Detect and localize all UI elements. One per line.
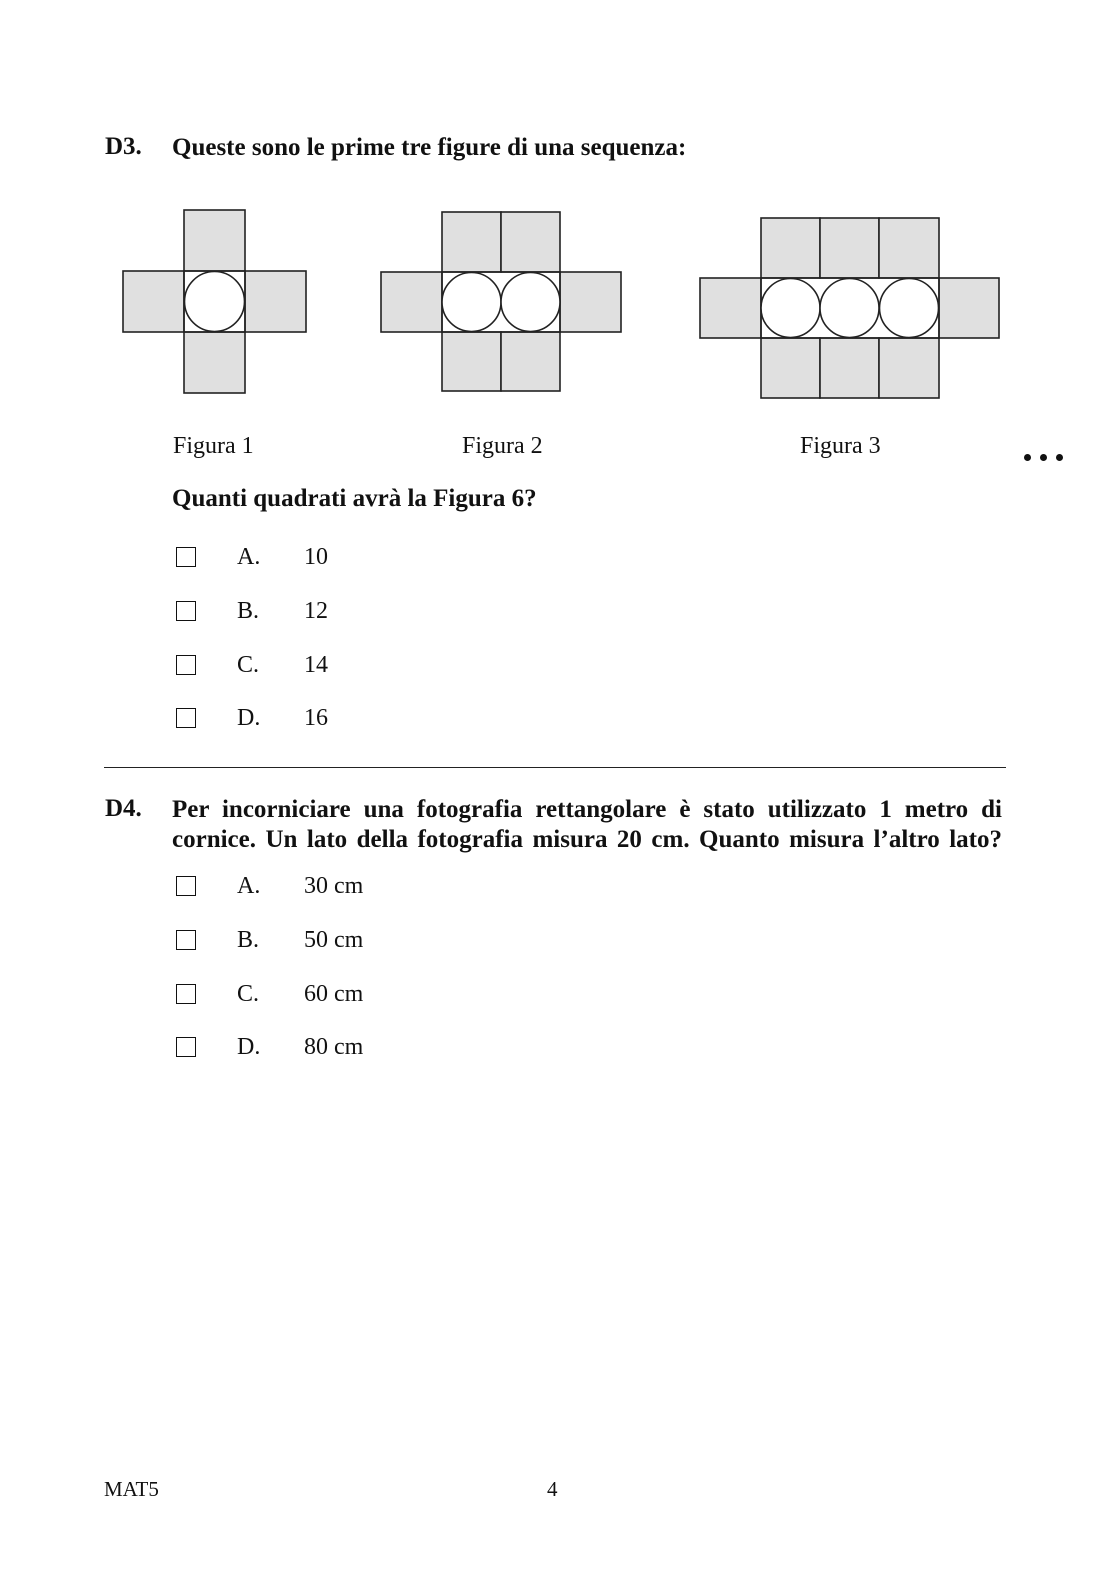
figure-square bbox=[879, 218, 939, 278]
figure-circle bbox=[880, 279, 939, 338]
answer-checkbox[interactable] bbox=[176, 601, 196, 621]
figure-square bbox=[184, 210, 245, 271]
option-letter: C. bbox=[237, 652, 260, 678]
figure-square bbox=[442, 212, 501, 272]
option-value: 12 bbox=[304, 598, 328, 624]
figure-square bbox=[700, 278, 761, 338]
question-number-d4: D4. bbox=[105, 795, 142, 822]
question-number-d3: D3. bbox=[105, 133, 142, 160]
option-value: 60 cm bbox=[304, 981, 364, 1007]
sequence-figure-2 bbox=[380, 211, 622, 392]
sequence-figure-1 bbox=[122, 209, 308, 394]
option-letter: D. bbox=[237, 705, 261, 731]
option-value: 50 cm bbox=[304, 927, 364, 953]
figure-square bbox=[820, 218, 879, 278]
sequence-figure-3 bbox=[699, 217, 1001, 399]
figure-circle bbox=[442, 273, 501, 332]
figure-circle bbox=[761, 279, 820, 338]
figure-3-caption: Figura 3 bbox=[800, 433, 881, 459]
answer-checkbox[interactable] bbox=[176, 930, 196, 950]
figure-square bbox=[939, 278, 999, 338]
option-letter: B. bbox=[237, 927, 260, 953]
figure-square bbox=[442, 332, 501, 391]
footer-page-number: 4 bbox=[547, 1477, 558, 1501]
figure-square bbox=[123, 271, 184, 332]
answer-checkbox[interactable] bbox=[176, 655, 196, 675]
question-prompt-d3: Queste sono le prime tre figure di una sequenza: bbox=[172, 134, 687, 161]
option-value: 10 bbox=[304, 544, 328, 570]
figure-square bbox=[560, 272, 621, 332]
footer-test-code: MAT5 bbox=[104, 1477, 159, 1501]
figure-square bbox=[879, 338, 939, 398]
question-prompt-d4-line2: cornice. Un lato della fotografia misura 20 cm. Quanto misura l’altro lato? bbox=[172, 826, 1002, 853]
figure-1-caption: Figura 1 bbox=[173, 433, 254, 459]
figure-square bbox=[184, 332, 245, 393]
section-divider bbox=[104, 767, 1006, 768]
figure-square bbox=[501, 332, 560, 391]
figure-square bbox=[761, 338, 820, 398]
option-letter: A. bbox=[237, 544, 261, 570]
figure-square bbox=[381, 272, 442, 332]
figure-square bbox=[761, 218, 820, 278]
option-letter: D. bbox=[237, 1034, 261, 1060]
figure-circle bbox=[185, 272, 245, 332]
question-prompt-d4-line1: Per incorniciare una fotografia rettangolare è stato utilizzato 1 metro di bbox=[172, 796, 1002, 823]
answer-checkbox[interactable] bbox=[176, 708, 196, 728]
figure-square bbox=[820, 338, 879, 398]
option-value: 80 cm bbox=[304, 1034, 364, 1060]
option-value: 16 bbox=[304, 705, 328, 731]
figure-circle bbox=[820, 279, 879, 338]
option-value: 14 bbox=[304, 652, 328, 678]
answer-checkbox[interactable] bbox=[176, 984, 196, 1004]
answer-checkbox[interactable] bbox=[176, 547, 196, 567]
figure-square bbox=[245, 271, 306, 332]
option-letter: A. bbox=[237, 873, 261, 899]
figure-2-caption: Figura 2 bbox=[462, 433, 543, 459]
figure-circle bbox=[501, 273, 560, 332]
answer-checkbox[interactable] bbox=[176, 876, 196, 896]
option-letter: B. bbox=[237, 598, 260, 624]
option-letter: C. bbox=[237, 981, 260, 1007]
option-value: 30 cm bbox=[304, 873, 364, 899]
answer-checkbox[interactable] bbox=[176, 1037, 196, 1057]
figure-square bbox=[501, 212, 560, 272]
question-text-d3: Quanti quadrati avrà la Figura 6? bbox=[172, 485, 537, 512]
